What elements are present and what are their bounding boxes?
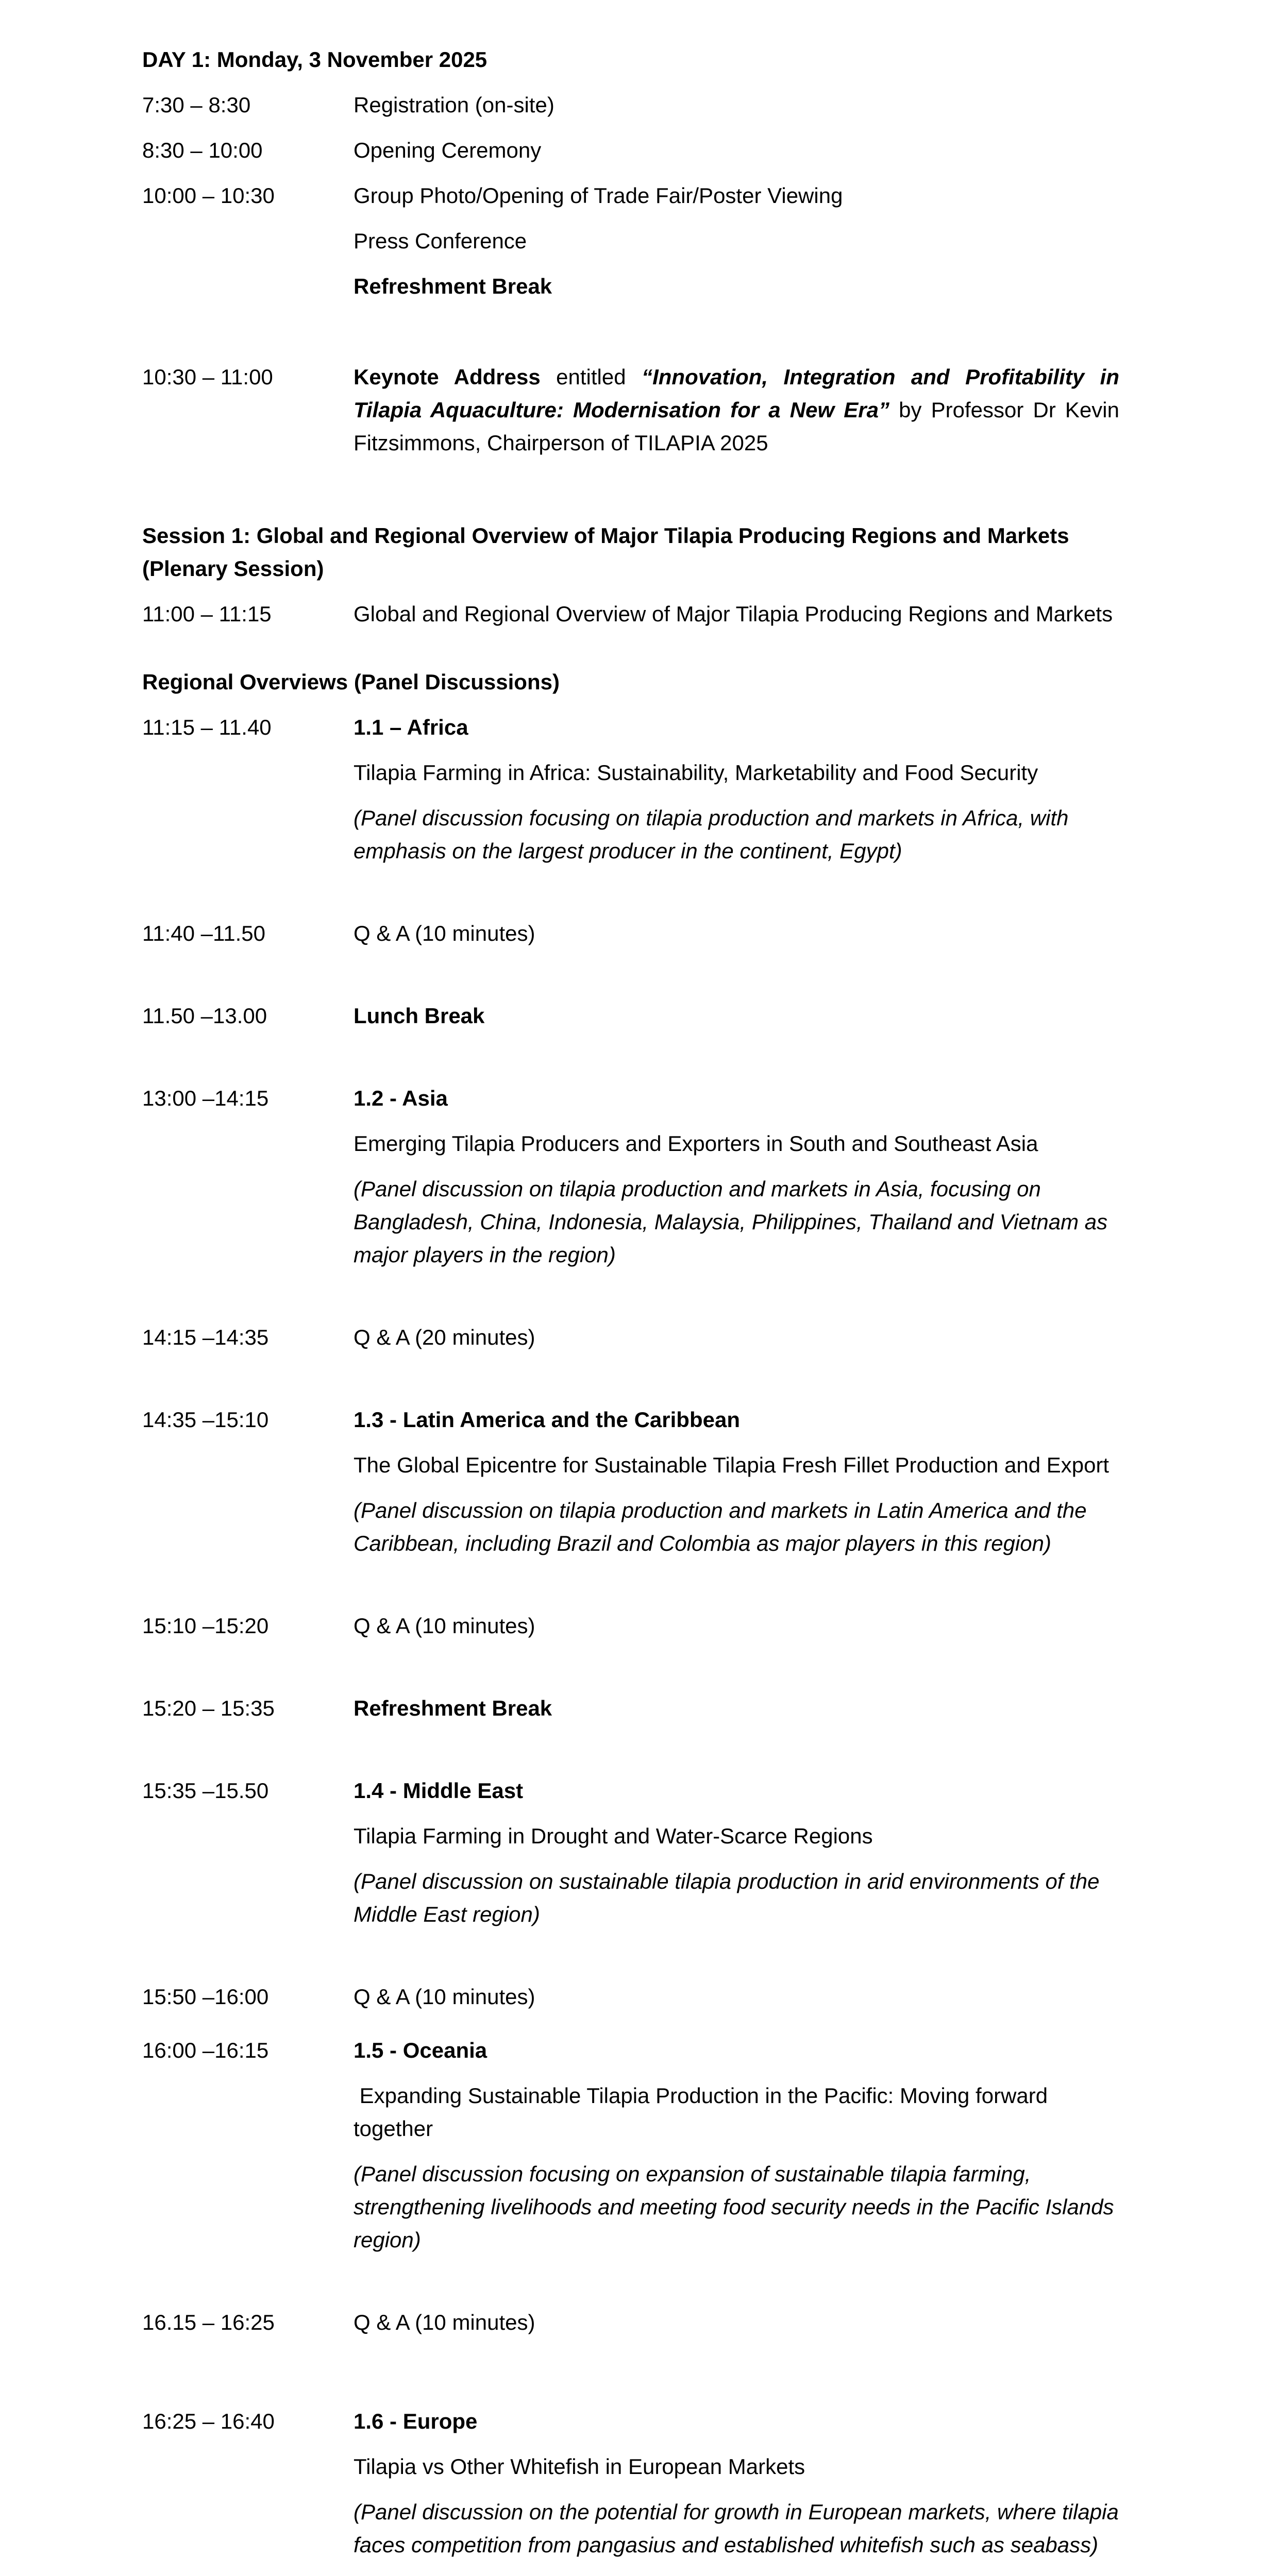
time-oceania: 16:00 –16:15 bbox=[142, 2038, 269, 2062]
time-registration: 7:30 – 8:30 bbox=[142, 93, 251, 117]
item-press-conference: Press Conference bbox=[354, 229, 527, 253]
keynote-title: “Innovation, Integration and Profitability in Tilapia Aquaculture: Modernisation for a New Era” bbox=[354, 365, 1120, 422]
europe-subtitle: Tilapia vs Other Whitefish in European Markets bbox=[354, 2454, 805, 2479]
item-registration: Registration (on-site) bbox=[354, 93, 554, 117]
oceania-subtitle: Expanding Sustainable Tilapia Production in the Pacific: Moving forward together bbox=[354, 2083, 1054, 2141]
africa-subtitle: Tilapia Farming in Africa: Sustainability, Marketability and Food Security bbox=[354, 760, 1038, 785]
keynote-lead: Keynote Address bbox=[354, 365, 541, 389]
latam-desc: (Panel discussion on tilapia production and markets in Latin America and the Caribbean, including Brazil and Colombia as major players in this region) bbox=[354, 1498, 1087, 1555]
oceania-desc: (Panel discussion focusing on expansion of sustainable tilapia farming, strengthening livelihoods and meeting food security needs in the Pacific Islands region) bbox=[354, 2162, 1114, 2252]
mideast-title: 1.4 - Middle East bbox=[354, 1778, 524, 1803]
item-qa5: Q & A (10 minutes) bbox=[354, 2310, 535, 2334]
time-keynote: 10:30 – 11:00 bbox=[142, 365, 273, 389]
asia-title: 1.2 - Asia bbox=[354, 1086, 448, 1110]
item-qa3: Q & A (10 minutes) bbox=[354, 1614, 535, 1638]
item-opening: Opening Ceremony bbox=[354, 138, 542, 162]
item-qa4: Q & A (10 minutes) bbox=[354, 1985, 535, 2009]
time-qa4: 15:50 –16:00 bbox=[142, 1985, 269, 2009]
asia-desc: (Panel discussion on tilapia production and markets in Asia, focusing on Bangladesh, China, Indonesia, Malaysia, Philippines, Thailand and Vietnam as major players in the region) bbox=[354, 1177, 1108, 1267]
time-qa3: 15:10 –15:20 bbox=[142, 1614, 269, 1638]
time-group-photo: 10:00 – 10:30 bbox=[142, 183, 275, 208]
time-latam: 14:35 –15:10 bbox=[142, 1408, 269, 1432]
time-lunch: 11.50 –13.00 bbox=[142, 1004, 267, 1028]
item-refreshment2: Refreshment Break bbox=[354, 1696, 552, 1720]
time-europe: 16:25 – 16:40 bbox=[142, 2409, 275, 2433]
item-keynote bbox=[354, 361, 1119, 460]
time-qa5: 16.15 – 16:25 bbox=[142, 2310, 275, 2334]
item-qa1: Q & A (10 minutes) bbox=[354, 921, 535, 945]
latam-title: 1.3 - Latin America and the Caribbean bbox=[354, 1408, 740, 1432]
asia-subtitle: Emerging Tilapia Producers and Exporters in South and Southeast Asia bbox=[354, 1131, 1038, 1156]
regional-heading: Regional Overviews (Panel Discussions) bbox=[142, 670, 560, 694]
day-title: DAY 1: Monday, 3 November 2025 bbox=[142, 47, 487, 72]
time-session1: 11:00 – 11:15 bbox=[142, 602, 272, 626]
oceania-title: 1.5 - Oceania bbox=[354, 2038, 487, 2062]
item-session1: Global and Regional Overview of Major Tilapia Producing Regions and Markets bbox=[354, 602, 1113, 626]
europe-desc: (Panel discussion on the potential for growth in European markets, where tilapia faces competition from pangasius and established whitefish such as seabass) bbox=[354, 2500, 1119, 2557]
item-qa2: Q & A (20 minutes) bbox=[354, 1325, 535, 1349]
latam-subtitle: The Global Epicentre for Sustainable Tilapia Fresh Fillet Production and Export bbox=[354, 1453, 1109, 1477]
time-asia: 13:00 –14:15 bbox=[142, 1086, 269, 1110]
time-refreshment2: 15:20 – 15:35 bbox=[142, 1696, 275, 1720]
session1-heading: Session 1: Global and Regional Overview of Major Tilapia Producing Regions and Markets (Plenary Session) bbox=[142, 523, 1069, 581]
keynote-mid: entitled bbox=[540, 365, 642, 389]
europe-title: 1.6 - Europe bbox=[354, 2409, 478, 2433]
keynote-tail: by Professor Dr Kevin Fitzsimmons, Chairperson of TILAPIA 2025 bbox=[354, 398, 1119, 455]
item-group-photo: Group Photo/Opening of Trade Fair/Poster Viewing bbox=[354, 183, 843, 208]
time-opening: 8:30 – 10:00 bbox=[142, 138, 263, 162]
item-lunch: Lunch Break bbox=[354, 1004, 485, 1028]
mideast-desc: (Panel discussion on sustainable tilapia production in arid environments of the Middle East region) bbox=[354, 1869, 1100, 1926]
time-mideast: 15:35 –15.50 bbox=[142, 1778, 269, 1803]
time-africa: 11:15 – 11.40 bbox=[142, 715, 272, 739]
time-qa2: 14:15 –14:35 bbox=[142, 1325, 269, 1349]
africa-title: 1.1 – Africa bbox=[354, 715, 468, 739]
africa-desc: (Panel discussion focusing on tilapia production and markets in Africa, with emphasis on the largest producer in the continent, Egypt) bbox=[354, 806, 1069, 863]
time-qa1: 11:40 –11.50 bbox=[142, 921, 265, 945]
mideast-subtitle: Tilapia Farming in Drought and Water-Scarce Regions bbox=[354, 1824, 873, 1848]
item-refreshment-break: Refreshment Break bbox=[354, 274, 552, 298]
